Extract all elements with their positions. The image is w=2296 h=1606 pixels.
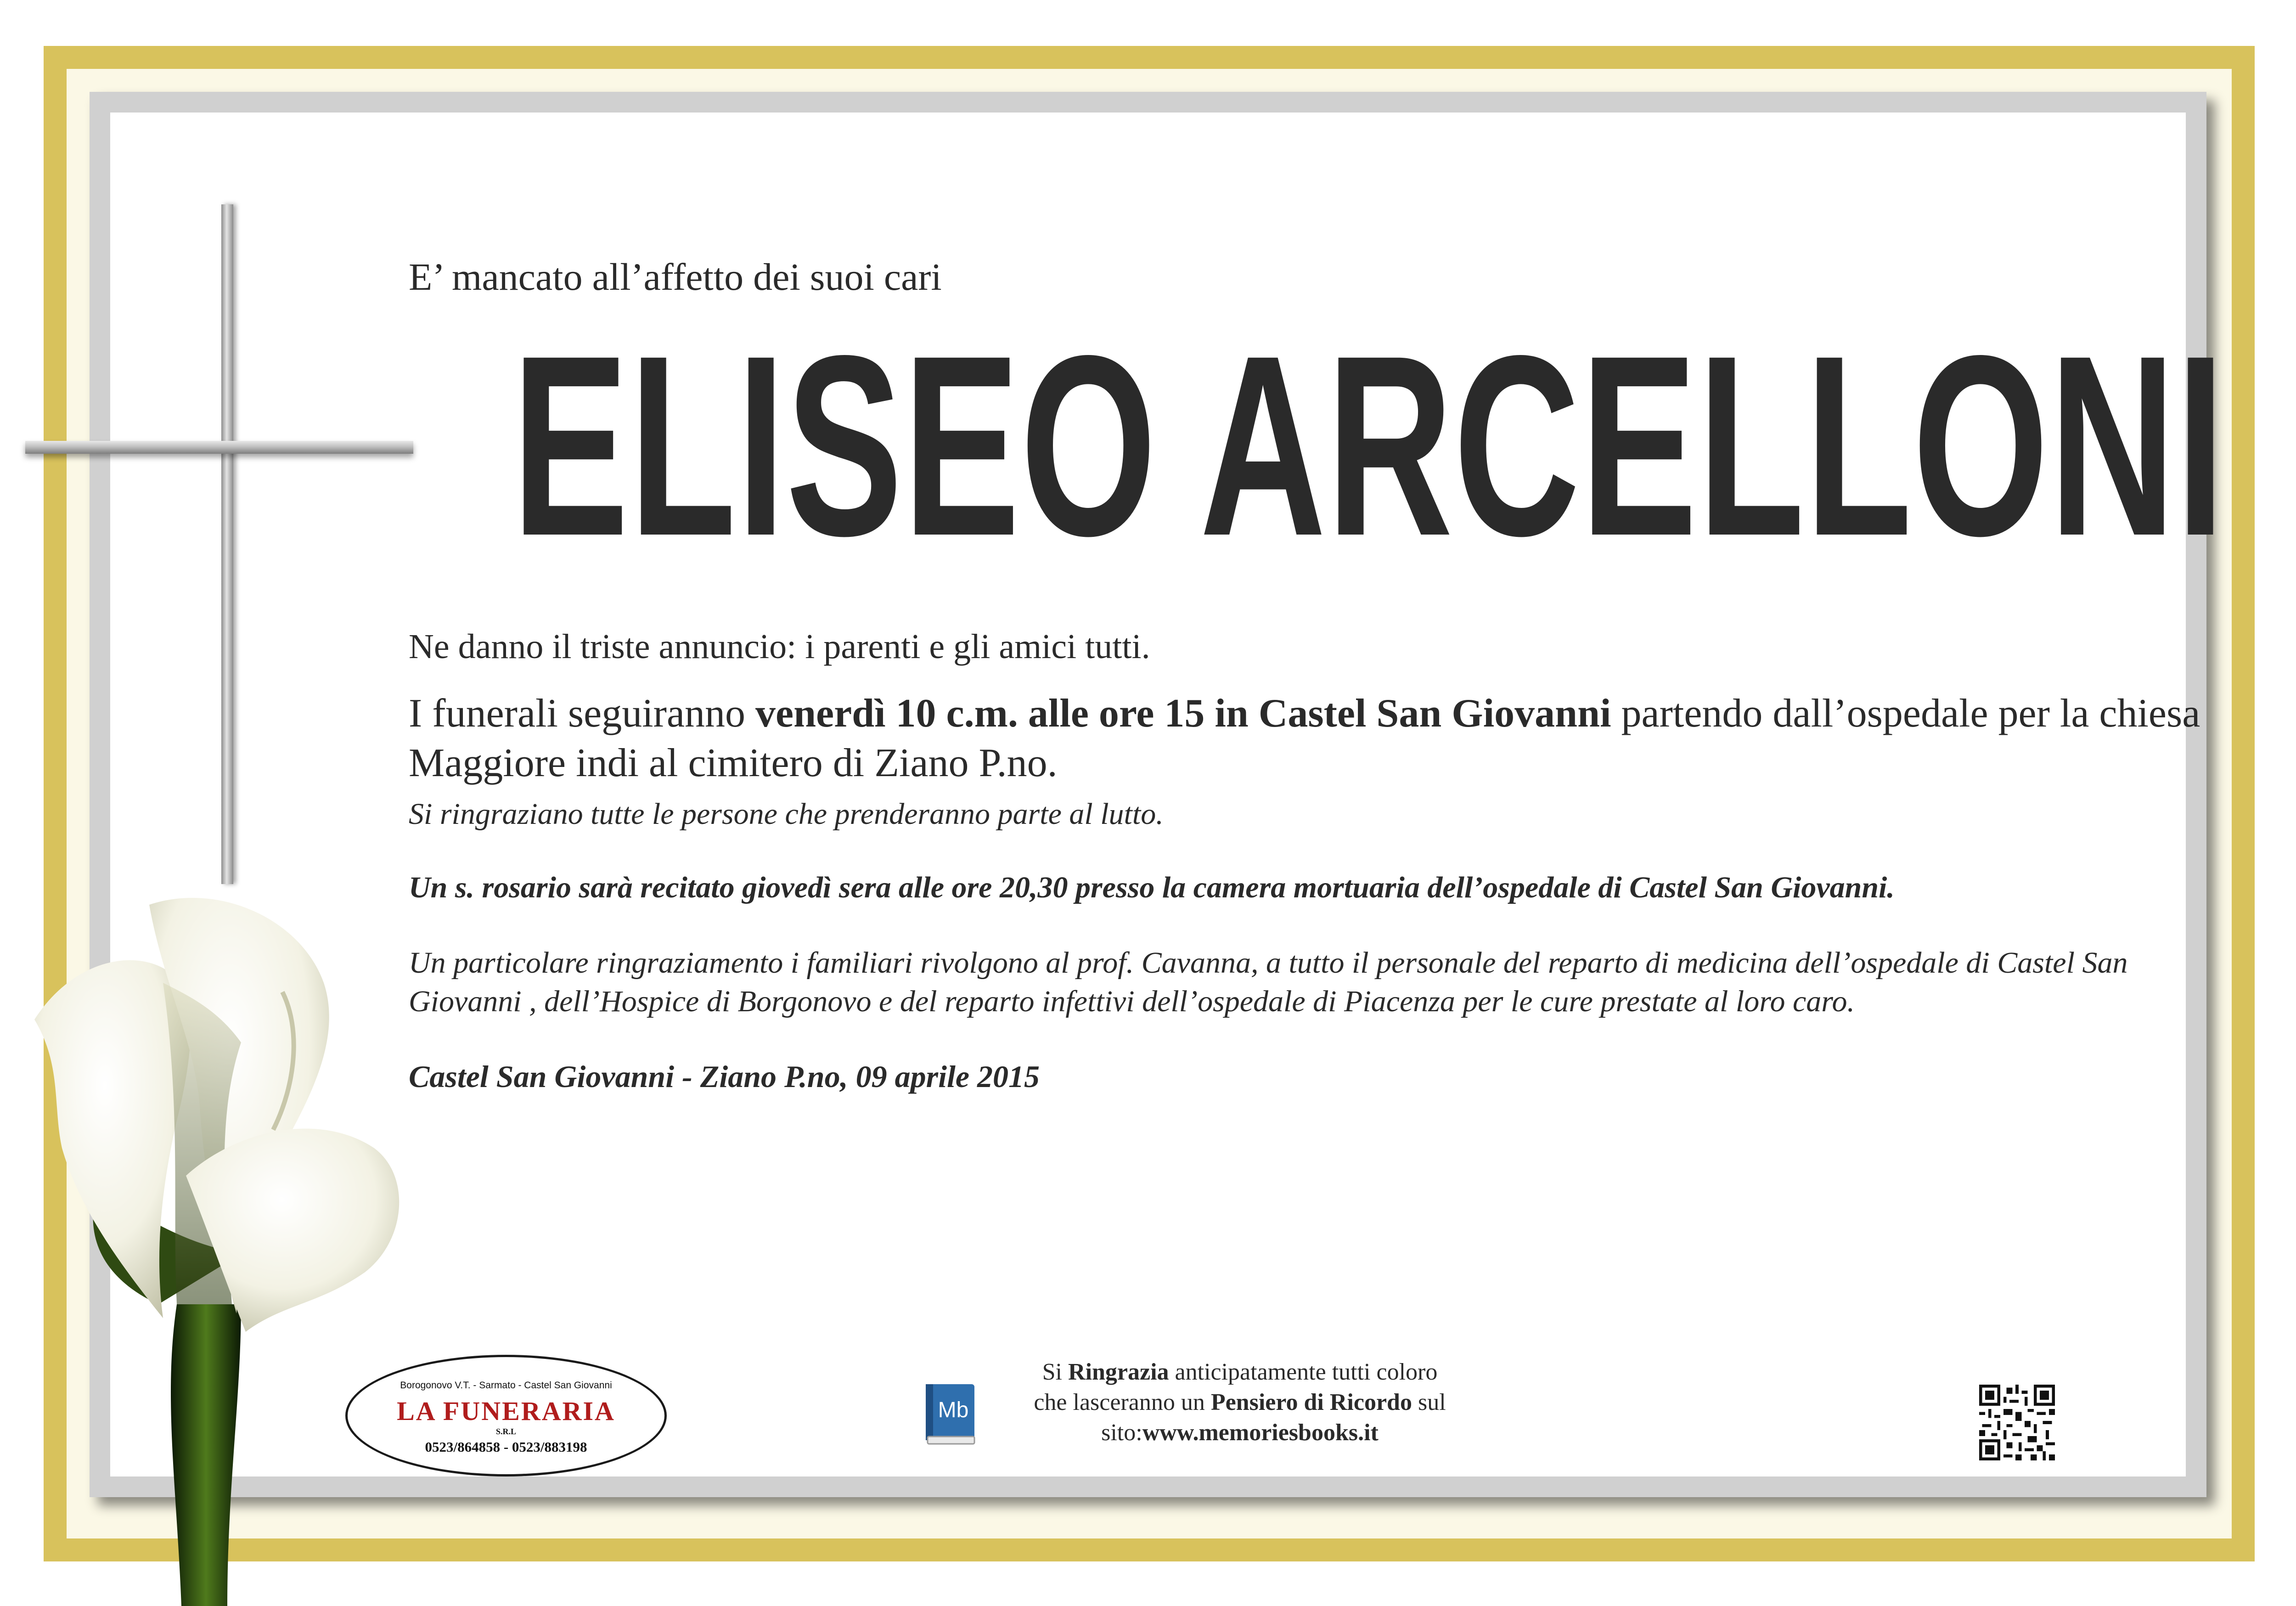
funeral-home-logo bbox=[345, 1355, 667, 1476]
memories-line1-bold: Ringrazia bbox=[1068, 1359, 1169, 1385]
funeral-date-place: venerdì 10 c.m. alle ore 15 in Castel San Giovanni bbox=[755, 691, 1611, 736]
qr-code[interactable] bbox=[1979, 1385, 2055, 1460]
memories-line2-bold: Pensiero di Ricordo bbox=[1210, 1389, 1412, 1415]
logo-phones: 0523/864858 - 0523/883198 bbox=[425, 1439, 587, 1455]
memoriesbooks-message bbox=[1006, 1357, 1474, 1448]
special-thanks-text: Un particolare ringraziamento i familiari rivolgono al prof. Cavanna, a tutto il personale del reparto di medicina dell’ospedale di Castel San Giovanni , dell’Hospice di Borgonovo e del reparto infettivi dell’ospedale di Piacenza per le cure prestate al loro caro. bbox=[409, 946, 2128, 1018]
funeral-text-2: partendo dall’ospedale per la chiesa Maggiore indi al cimitero di Ziano P.no. bbox=[409, 691, 2200, 785]
dateline: Castel San Giovanni - Ziano P.no, 09 aprile 2015 bbox=[409, 1059, 1040, 1094]
cross-icon bbox=[221, 204, 233, 884]
rosary-text: Un s. rosario sarà recitato giovedì sera alle ore 20,30 presso la camera mortuaria dell’ospedale di Castel San Giovanni. bbox=[409, 871, 1895, 904]
thanks-text: Si ringraziano tutte le persone che prenderanno parte al lutto. bbox=[409, 797, 1164, 831]
memories-website-link[interactable]: www.memoriesbooks.it bbox=[1142, 1420, 1379, 1446]
memories-line3-pre: sito: bbox=[1101, 1420, 1142, 1446]
cross-icon-bar bbox=[25, 441, 413, 454]
logo-locations: Borogonovo V.T. - Sarmato - Castel San Giovanni bbox=[400, 1380, 612, 1391]
funeral-details bbox=[409, 689, 2209, 788]
memoriesbooks-icon-label: Mb bbox=[938, 1398, 969, 1422]
logo-suffix: S.R.L bbox=[495, 1427, 516, 1436]
memoriesbooks-icon bbox=[923, 1382, 977, 1447]
memories-line1-pre: Si bbox=[1042, 1359, 1069, 1385]
intro-text: E’ mancato all’affetto dei suoi cari bbox=[409, 256, 942, 299]
memories-line1-post: anticipatamente tutti coloro bbox=[1169, 1359, 1438, 1385]
announcement-text: Ne danno il triste annuncio: i parenti e gli amici tutti. bbox=[409, 627, 1150, 666]
funeral-text-1: I funerali seguiranno bbox=[409, 691, 756, 736]
calla-lily-image bbox=[25, 891, 429, 1606]
memories-line2-pre: che lasceranno un bbox=[1034, 1389, 1211, 1415]
logo-brand: LA FUNERARIA bbox=[397, 1396, 615, 1426]
deceased-name: ELISEO ARCELLONI bbox=[512, 302, 2226, 589]
memories-line2-post: sul bbox=[1412, 1389, 1446, 1415]
